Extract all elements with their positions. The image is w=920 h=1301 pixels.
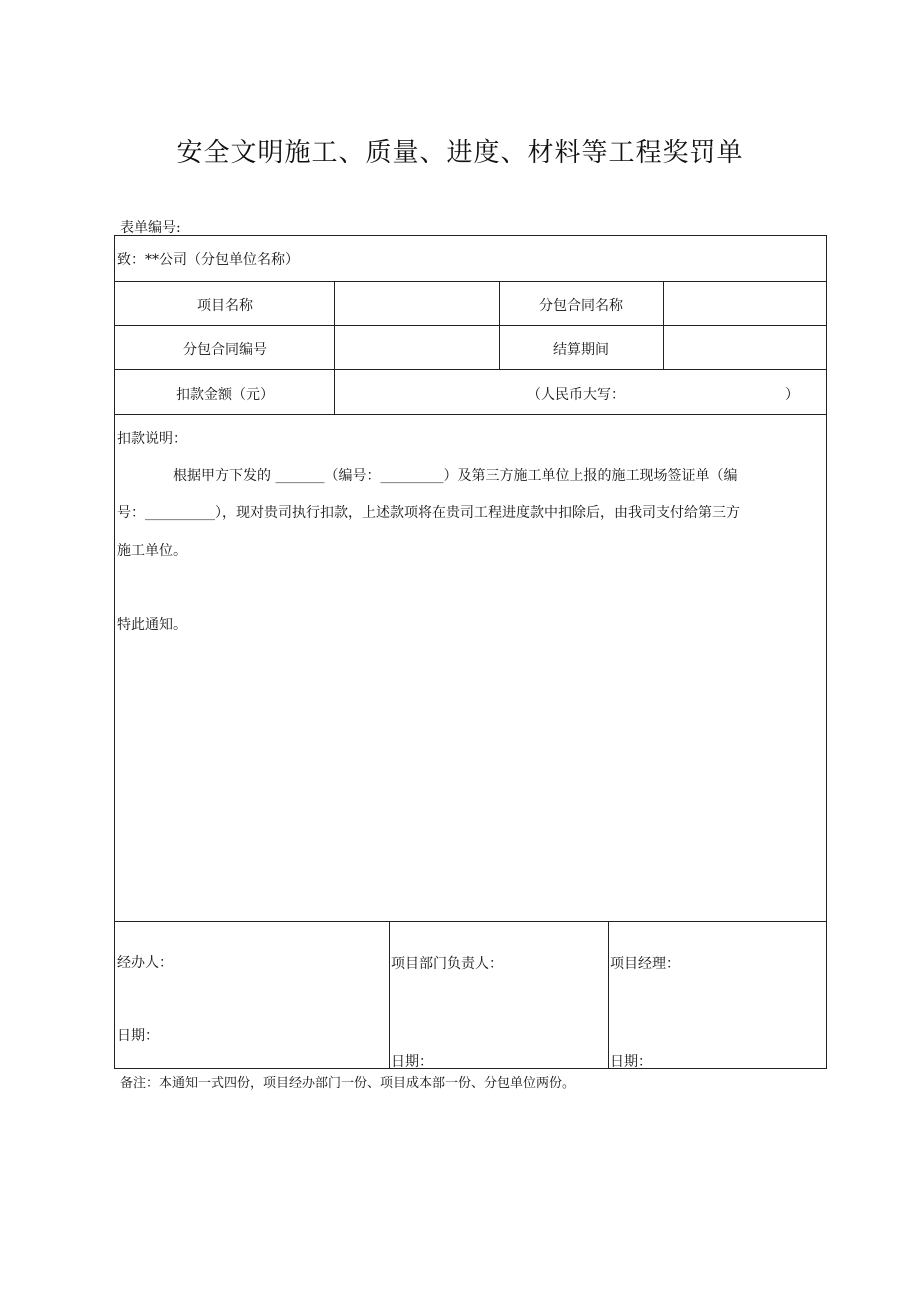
- row-divider: [115, 414, 826, 415]
- column-divider: [389, 921, 390, 1069]
- deduction-amount-label: 扣款金额（元）: [176, 387, 274, 403]
- column-divider: [608, 921, 609, 1069]
- project-name-value[interactable]: [335, 282, 498, 325]
- form-number-label: 表单编号:: [120, 220, 181, 236]
- explanation-heading: 扣款说明：: [117, 431, 187, 447]
- handler-label: 经办人：: [117, 955, 173, 971]
- penalty-form-table: [114, 235, 827, 1069]
- notice-line: 特此通知。: [117, 617, 187, 633]
- column-divider: [499, 281, 500, 369]
- row-divider: [115, 921, 826, 922]
- settlement-period-value[interactable]: [664, 326, 826, 369]
- settlement-period-label: 结算期间: [553, 342, 609, 358]
- explanation-line-2: 号：__________），现对贵司执行扣款，上述款项将在贵司工程进度款中扣除后，由我司支付给第三方: [117, 505, 740, 521]
- explanation-line-3: 施工单位。: [117, 543, 187, 559]
- subcontract-number-value[interactable]: [335, 326, 498, 369]
- recipient-line: 致：**公司（分包单位名称）: [117, 252, 299, 268]
- dept-head-label: 项目部门负责人：: [391, 956, 503, 972]
- manager-label: 项目经理：: [610, 956, 680, 972]
- subcontract-name-label: 分包合同名称: [539, 298, 623, 314]
- subcontract-name-value[interactable]: [664, 282, 826, 325]
- row-divider: [115, 369, 826, 370]
- manager-date: 日期：: [610, 1054, 652, 1070]
- remark-note: 备注：本通知一式四份，项目经办部门一份、项目成本部一份、分包单位两份。: [120, 1076, 576, 1091]
- rmb-capital-close: ）: [785, 387, 799, 403]
- document-title: 安全文明施工、质量、进度、材料等工程奖罚单: [176, 138, 744, 168]
- subcontract-number-label: 分包合同编号: [183, 342, 267, 358]
- dept-head-date: 日期：: [391, 1054, 433, 1070]
- handler-date: 日期：: [117, 1028, 159, 1044]
- rmb-capital-label: （人民币大写：: [527, 387, 625, 403]
- project-name-label: 项目名称: [197, 298, 253, 314]
- explanation-line-1: 根据甲方下发的 _______（编号：_________）及第三方施工单位上报的施工现场签证单（编: [173, 468, 738, 484]
